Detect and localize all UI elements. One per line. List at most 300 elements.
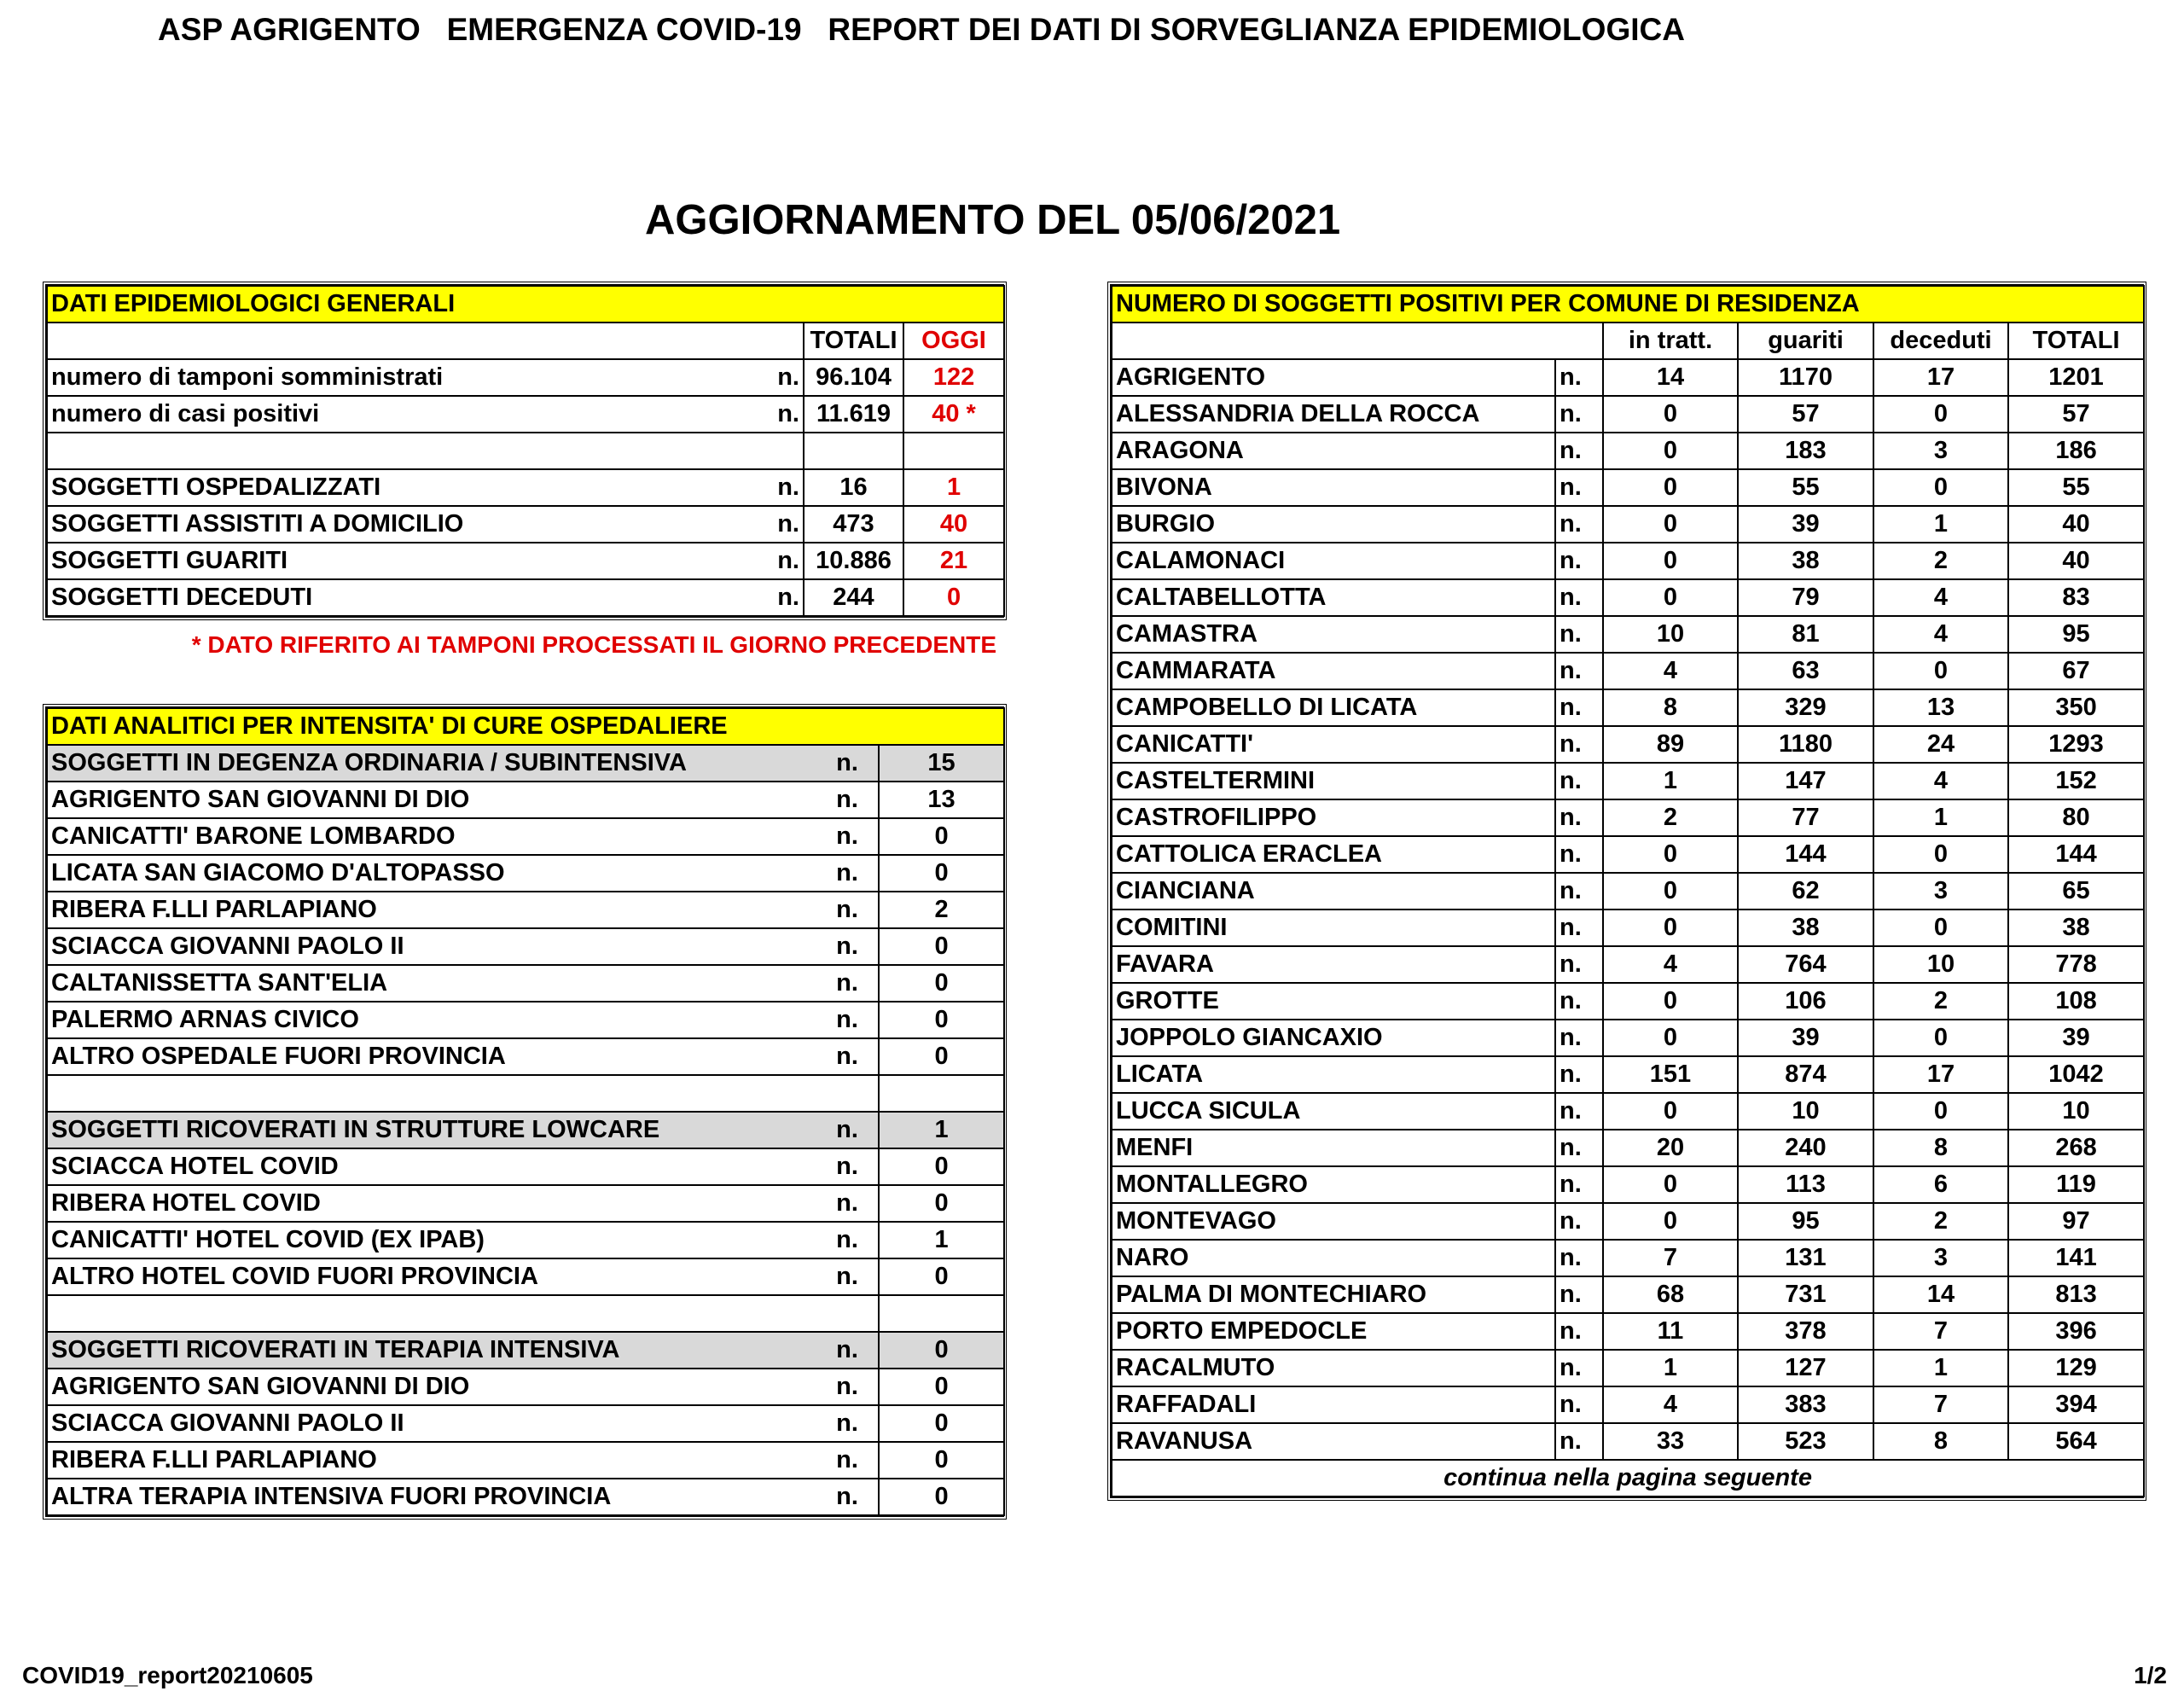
municipality-deceduti: 13 bbox=[1873, 689, 2008, 726]
municipality-deceduti: 0 bbox=[1873, 653, 2008, 689]
municipality-unit: n. bbox=[1555, 1313, 1603, 1350]
municipality-row bbox=[1112, 1093, 2144, 1130]
general-row-oggi: 0 bbox=[903, 579, 1004, 616]
hospital-row-value: 0 bbox=[879, 818, 1004, 855]
general-row-label: SOGGETTI OSPEDALIZZATI bbox=[47, 469, 752, 506]
col-deceduti: deceduti bbox=[1873, 323, 2008, 359]
municipality-in-trattamento: 10 bbox=[1603, 616, 1738, 653]
municipality-unit: n. bbox=[1555, 433, 1603, 469]
municipality-row bbox=[1112, 946, 2144, 983]
municipality-in-trattamento: 89 bbox=[1603, 726, 1738, 763]
hospital-row-unit bbox=[816, 1075, 879, 1112]
municipality-guariti: 10 bbox=[1738, 1093, 1873, 1130]
hospital-row-unit: n. bbox=[816, 1442, 879, 1479]
municipality-deceduti: 24 bbox=[1873, 726, 2008, 763]
municipality-row bbox=[1112, 689, 2144, 726]
municipality-guariti: 113 bbox=[1738, 1166, 1873, 1203]
municipality-name: AGRIGENTO bbox=[1112, 359, 1555, 396]
hospital-row-label: RIBERA F.LLI PARLAPIANO bbox=[47, 1442, 816, 1479]
hospital-row-unit: n. bbox=[816, 818, 879, 855]
municipality-in-trattamento: 8 bbox=[1603, 689, 1738, 726]
municipality-totali: 129 bbox=[2008, 1350, 2144, 1386]
general-row-unit: n. bbox=[752, 579, 804, 616]
general-row-unit: n. bbox=[752, 359, 804, 396]
municipality-row bbox=[1112, 1203, 2144, 1240]
general-row-totali: 16 bbox=[804, 469, 903, 506]
general-row bbox=[47, 579, 1004, 616]
municipality-totali: 95 bbox=[2008, 616, 2144, 653]
municipality-deceduti: 10 bbox=[1873, 946, 2008, 983]
municipality-unit: n. bbox=[1555, 1350, 1603, 1386]
municipality-unit: n. bbox=[1555, 873, 1603, 910]
municipality-totali: 38 bbox=[2008, 910, 2144, 946]
municipality-deceduti: 7 bbox=[1873, 1313, 2008, 1350]
municipality-unit: n. bbox=[1555, 1056, 1603, 1093]
municipality-in-trattamento: 7 bbox=[1603, 1240, 1738, 1276]
municipality-deceduti: 8 bbox=[1873, 1423, 2008, 1460]
municipality-guariti: 764 bbox=[1738, 946, 1873, 983]
municipality-in-trattamento: 1 bbox=[1603, 1350, 1738, 1386]
municipality-name: ARAGONA bbox=[1112, 433, 1555, 469]
municipality-name: CALAMONACI bbox=[1112, 543, 1555, 579]
municipality-name: COMITINI bbox=[1112, 910, 1555, 946]
hospital-care-table bbox=[43, 704, 1007, 1520]
hospital-row-label: CANICATTI' HOTEL COVID (EX IPAB) bbox=[47, 1222, 816, 1258]
general-row-label: SOGGETTI ASSISTITI A DOMICILIO bbox=[47, 506, 752, 543]
municipality-totali: 57 bbox=[2008, 396, 2144, 433]
municipality-guariti: 183 bbox=[1738, 433, 1873, 469]
hospital-row-value bbox=[879, 1075, 1004, 1112]
hospital-row-label: SCIACCA GIOVANNI PAOLO II bbox=[47, 928, 816, 965]
municipality-totali: 396 bbox=[2008, 1313, 2144, 1350]
municipality-unit: n. bbox=[1555, 1020, 1603, 1056]
municipality-guariti: 329 bbox=[1738, 689, 1873, 726]
municipality-row bbox=[1112, 579, 2144, 616]
hospital-row-value: 0 bbox=[879, 1479, 1004, 1515]
municipality-in-trattamento: 0 bbox=[1603, 836, 1738, 873]
municipality-guariti: 131 bbox=[1738, 1240, 1873, 1276]
municipality-deceduti: 0 bbox=[1873, 910, 2008, 946]
municipality-name: LICATA bbox=[1112, 1056, 1555, 1093]
municipality-totali: 55 bbox=[2008, 469, 2144, 506]
hospital-row-unit: n. bbox=[816, 1332, 879, 1369]
municipality-in-trattamento: 0 bbox=[1603, 983, 1738, 1020]
general-row-oggi bbox=[903, 433, 1004, 469]
municipality-deceduti: 4 bbox=[1873, 763, 2008, 799]
municipality-row bbox=[1112, 1350, 2144, 1386]
municipality-name: NARO bbox=[1112, 1240, 1555, 1276]
general-row bbox=[47, 543, 1004, 579]
hospital-row-label: SOGGETTI RICOVERATI IN TERAPIA INTENSIVA bbox=[47, 1332, 816, 1369]
hospital-row bbox=[47, 1002, 1004, 1038]
municipality-totali: 80 bbox=[2008, 799, 2144, 836]
municipality-guariti: 38 bbox=[1738, 543, 1873, 579]
municipality-row bbox=[1112, 836, 2144, 873]
hospital-row-value: 2 bbox=[879, 892, 1004, 928]
municipality-in-trattamento: 4 bbox=[1603, 1386, 1738, 1423]
municipality-name: RAVANUSA bbox=[1112, 1423, 1555, 1460]
municipality-in-trattamento: 4 bbox=[1603, 946, 1738, 983]
municipality-row bbox=[1112, 983, 2144, 1020]
municipality-guariti: 39 bbox=[1738, 506, 1873, 543]
municipality-in-trattamento: 0 bbox=[1603, 579, 1738, 616]
municipality-unit: n. bbox=[1555, 1130, 1603, 1166]
municipality-unit: n. bbox=[1555, 1240, 1603, 1276]
general-row-oggi: 1 bbox=[903, 469, 1004, 506]
municipality-in-trattamento: 11 bbox=[1603, 1313, 1738, 1350]
hospital-row-label: AGRIGENTO SAN GIOVANNI DI DIO bbox=[47, 1369, 816, 1405]
hospital-row-value: 0 bbox=[879, 1038, 1004, 1075]
general-row-unit: n. bbox=[752, 396, 804, 433]
municipality-in-trattamento: 151 bbox=[1603, 1056, 1738, 1093]
municipality-guariti: 147 bbox=[1738, 763, 1873, 799]
municipality-in-trattamento: 20 bbox=[1603, 1130, 1738, 1166]
general-row-totali bbox=[804, 433, 903, 469]
municipality-name: CIANCIANA bbox=[1112, 873, 1555, 910]
municipality-row bbox=[1112, 1386, 2144, 1423]
hospital-row-unit: n. bbox=[816, 1112, 879, 1148]
general-row-oggi: 40 bbox=[903, 506, 1004, 543]
municipality-header-blank bbox=[1112, 323, 1603, 359]
municipality-unit: n. bbox=[1555, 836, 1603, 873]
municipality-name: ALESSANDRIA DELLA ROCCA bbox=[1112, 396, 1555, 433]
general-row-oggi: 40 * bbox=[903, 396, 1004, 433]
col-guariti: guariti bbox=[1738, 323, 1873, 359]
municipality-name: CASTELTERMINI bbox=[1112, 763, 1555, 799]
municipality-unit: n. bbox=[1555, 396, 1603, 433]
hospital-row bbox=[47, 1222, 1004, 1258]
report-title: ASP AGRIGENTO EMERGENZA COVID-19 REPORT DEI DATI DI SORVEGLIANZA EPIDEMIOLOGICA bbox=[158, 12, 1685, 47]
municipality-unit: n. bbox=[1555, 543, 1603, 579]
municipality-totali: 97 bbox=[2008, 1203, 2144, 1240]
hospital-row-value: 0 bbox=[879, 1442, 1004, 1479]
municipality-guariti: 77 bbox=[1738, 799, 1873, 836]
municipality-guariti: 874 bbox=[1738, 1056, 1873, 1093]
municipality-deceduti: 8 bbox=[1873, 1130, 2008, 1166]
general-row-label bbox=[47, 433, 752, 469]
municipality-in-trattamento: 14 bbox=[1603, 359, 1738, 396]
municipality-deceduti: 7 bbox=[1873, 1386, 2008, 1423]
hospital-row-value: 0 bbox=[879, 1185, 1004, 1222]
hospital-row bbox=[47, 1405, 1004, 1442]
general-row-label: numero di casi positivi bbox=[47, 396, 752, 433]
municipality-name: JOPPOLO GIANCAXIO bbox=[1112, 1020, 1555, 1056]
municipality-totali: 268 bbox=[2008, 1130, 2144, 1166]
hospital-row-unit: n. bbox=[816, 782, 879, 818]
continua-note: continua nella pagina seguente bbox=[1112, 1460, 2144, 1496]
municipality-name: PALMA DI MONTECHIARO bbox=[1112, 1276, 1555, 1313]
hospital-row bbox=[47, 855, 1004, 892]
municipality-table bbox=[1107, 282, 2146, 1501]
general-data-table bbox=[43, 282, 1007, 620]
municipality-in-trattamento: 0 bbox=[1603, 433, 1738, 469]
municipality-totali: 186 bbox=[2008, 433, 2144, 469]
general-row-totali: 11.619 bbox=[804, 396, 903, 433]
hospital-row-label: LICATA SAN GIACOMO D'ALTOPASSO bbox=[47, 855, 816, 892]
municipality-in-trattamento: 0 bbox=[1603, 469, 1738, 506]
hospital-row bbox=[47, 1075, 1004, 1112]
hospital-row-label bbox=[47, 1075, 816, 1112]
municipality-deceduti: 2 bbox=[1873, 543, 2008, 579]
hospital-row bbox=[47, 1479, 1004, 1515]
municipality-totali: 1042 bbox=[2008, 1056, 2144, 1093]
municipality-row bbox=[1112, 396, 2144, 433]
hospital-row bbox=[47, 1369, 1004, 1405]
general-row-unit: n. bbox=[752, 543, 804, 579]
municipality-name: CAMMARATA bbox=[1112, 653, 1555, 689]
hospital-row-label: ALTRA TERAPIA INTENSIVA FUORI PROVINCIA bbox=[47, 1479, 816, 1515]
general-row-unit: n. bbox=[752, 506, 804, 543]
municipality-totali: 564 bbox=[2008, 1423, 2144, 1460]
municipality-unit: n. bbox=[1555, 653, 1603, 689]
hospital-section-row bbox=[47, 1112, 1004, 1148]
municipality-totali: 39 bbox=[2008, 1020, 2144, 1056]
municipality-guariti: 1180 bbox=[1738, 726, 1873, 763]
hospital-row-value: 0 bbox=[879, 1148, 1004, 1185]
general-row-label: SOGGETTI DECEDUTI bbox=[47, 579, 752, 616]
municipality-in-trattamento: 0 bbox=[1603, 1166, 1738, 1203]
municipality-deceduti: 4 bbox=[1873, 579, 2008, 616]
hospital-row-unit: n. bbox=[816, 892, 879, 928]
municipality-row bbox=[1112, 433, 2144, 469]
municipality-guariti: 523 bbox=[1738, 1423, 1873, 1460]
hospital-row-label: RIBERA HOTEL COVID bbox=[47, 1185, 816, 1222]
hospital-row-label: SCIACCA GIOVANNI PAOLO II bbox=[47, 1405, 816, 1442]
hospital-row bbox=[47, 1295, 1004, 1332]
municipality-row bbox=[1112, 616, 2144, 653]
general-table-title: DATI EPIDEMIOLOGICI GENERALI bbox=[47, 286, 1004, 323]
municipality-in-trattamento: 0 bbox=[1603, 543, 1738, 579]
municipality-totali: 65 bbox=[2008, 873, 2144, 910]
municipality-unit: n. bbox=[1555, 763, 1603, 799]
municipality-name: CATTOLICA ERACLEA bbox=[1112, 836, 1555, 873]
hospital-row-value: 0 bbox=[879, 1002, 1004, 1038]
continua-row bbox=[1112, 1460, 2144, 1496]
municipality-in-trattamento: 0 bbox=[1603, 873, 1738, 910]
municipality-row bbox=[1112, 543, 2144, 579]
hospital-row-unit bbox=[816, 1295, 879, 1332]
municipality-totali: 394 bbox=[2008, 1386, 2144, 1423]
municipality-guariti: 144 bbox=[1738, 836, 1873, 873]
municipality-unit: n. bbox=[1555, 946, 1603, 983]
general-row bbox=[47, 359, 1004, 396]
municipality-name: LUCCA SICULA bbox=[1112, 1093, 1555, 1130]
general-row-totali: 10.886 bbox=[804, 543, 903, 579]
municipality-name: PORTO EMPEDOCLE bbox=[1112, 1313, 1555, 1350]
municipality-row bbox=[1112, 910, 2144, 946]
municipality-deceduti: 17 bbox=[1873, 1056, 2008, 1093]
municipality-unit: n. bbox=[1555, 1093, 1603, 1130]
general-col-oggi: OGGI bbox=[903, 323, 1004, 359]
municipality-table-title: NUMERO DI SOGGETTI POSITIVI PER COMUNE DI RESIDENZA bbox=[1112, 286, 2144, 323]
hospital-section-row bbox=[47, 1332, 1004, 1369]
municipality-deceduti: 1 bbox=[1873, 799, 2008, 836]
municipality-in-trattamento: 0 bbox=[1603, 910, 1738, 946]
hospital-row-unit: n. bbox=[816, 1002, 879, 1038]
municipality-unit: n. bbox=[1555, 1276, 1603, 1313]
municipality-guariti: 81 bbox=[1738, 616, 1873, 653]
hospital-row bbox=[47, 818, 1004, 855]
municipality-guariti: 106 bbox=[1738, 983, 1873, 1020]
municipality-unit: n. bbox=[1555, 726, 1603, 763]
municipality-row bbox=[1112, 506, 2144, 543]
general-col-totali: TOTALI bbox=[804, 323, 903, 359]
hospital-row-value: 0 bbox=[879, 965, 1004, 1002]
municipality-guariti: 1170 bbox=[1738, 359, 1873, 396]
general-row bbox=[47, 433, 1004, 469]
municipality-unit: n. bbox=[1555, 1203, 1603, 1240]
hospital-row-value bbox=[879, 1295, 1004, 1332]
municipality-totali: 813 bbox=[2008, 1276, 2144, 1313]
municipality-row bbox=[1112, 1240, 2144, 1276]
municipality-name: MENFI bbox=[1112, 1130, 1555, 1166]
municipality-unit: n. bbox=[1555, 910, 1603, 946]
hospital-row-unit: n. bbox=[816, 1222, 879, 1258]
municipality-totali: 144 bbox=[2008, 836, 2144, 873]
hospital-row bbox=[47, 1185, 1004, 1222]
municipality-row bbox=[1112, 726, 2144, 763]
municipality-row bbox=[1112, 359, 2144, 396]
municipality-deceduti: 17 bbox=[1873, 359, 2008, 396]
general-row-unit: n. bbox=[752, 469, 804, 506]
municipality-deceduti: 0 bbox=[1873, 396, 2008, 433]
municipality-row bbox=[1112, 1166, 2144, 1203]
municipality-deceduti: 3 bbox=[1873, 873, 2008, 910]
municipality-guariti: 55 bbox=[1738, 469, 1873, 506]
municipality-name: CALTABELLOTTA bbox=[1112, 579, 1555, 616]
hospital-row-value: 0 bbox=[879, 1405, 1004, 1442]
municipality-in-trattamento: 2 bbox=[1603, 799, 1738, 836]
hospital-row-value: 0 bbox=[879, 1369, 1004, 1405]
municipality-name: CANICATTI' bbox=[1112, 726, 1555, 763]
hospital-row bbox=[47, 928, 1004, 965]
municipality-deceduti: 14 bbox=[1873, 1276, 2008, 1313]
footnote: * DATO RIFERITO AI TAMPONI PROCESSATI IL GIORNO PRECEDENTE bbox=[191, 631, 996, 658]
municipality-totali: 152 bbox=[2008, 763, 2144, 799]
hospital-row-unit: n. bbox=[816, 1405, 879, 1442]
municipality-row bbox=[1112, 469, 2144, 506]
municipality-guariti: 39 bbox=[1738, 1020, 1873, 1056]
municipality-totali: 778 bbox=[2008, 946, 2144, 983]
hospital-row-value: 1 bbox=[879, 1222, 1004, 1258]
municipality-unit: n. bbox=[1555, 579, 1603, 616]
hospital-row bbox=[47, 965, 1004, 1002]
page-number: 1/2 bbox=[2134, 1662, 2167, 1688]
municipality-deceduti: 3 bbox=[1873, 1240, 2008, 1276]
municipality-deceduti: 0 bbox=[1873, 469, 2008, 506]
municipality-name: CAMASTRA bbox=[1112, 616, 1555, 653]
general-row bbox=[47, 506, 1004, 543]
municipality-deceduti: 0 bbox=[1873, 836, 2008, 873]
hospital-table-title: DATI ANALITICI PER INTENSITA' DI CURE OSPEDALIERE bbox=[47, 708, 1004, 745]
municipality-in-trattamento: 4 bbox=[1603, 653, 1738, 689]
hospital-row-value: 0 bbox=[879, 1258, 1004, 1295]
municipality-unit: n. bbox=[1555, 616, 1603, 653]
update-date-title: AGGIORNAMENTO DEL 05/06/2021 bbox=[645, 197, 1341, 243]
hospital-row-unit: n. bbox=[816, 1185, 879, 1222]
municipality-totali: 119 bbox=[2008, 1166, 2144, 1203]
hospital-row-unit: n. bbox=[816, 1479, 879, 1515]
municipality-name: RACALMUTO bbox=[1112, 1350, 1555, 1386]
municipality-row bbox=[1112, 653, 2144, 689]
hospital-row bbox=[47, 892, 1004, 928]
municipality-totali: 67 bbox=[2008, 653, 2144, 689]
municipality-name: CAMPOBELLO DI LICATA bbox=[1112, 689, 1555, 726]
municipality-totali: 40 bbox=[2008, 506, 2144, 543]
municipality-totali: 1201 bbox=[2008, 359, 2144, 396]
municipality-row bbox=[1112, 873, 2144, 910]
municipality-totali: 108 bbox=[2008, 983, 2144, 1020]
col-totali: TOTALI bbox=[2008, 323, 2144, 359]
hospital-row-value: 1 bbox=[879, 1112, 1004, 1148]
municipality-unit: n. bbox=[1555, 1423, 1603, 1460]
municipality-unit: n. bbox=[1555, 469, 1603, 506]
municipality-totali: 40 bbox=[2008, 543, 2144, 579]
municipality-guariti: 79 bbox=[1738, 579, 1873, 616]
municipality-deceduti: 2 bbox=[1873, 983, 2008, 1020]
municipality-guariti: 95 bbox=[1738, 1203, 1873, 1240]
municipality-guariti: 62 bbox=[1738, 873, 1873, 910]
municipality-deceduti: 0 bbox=[1873, 1020, 2008, 1056]
municipality-deceduti: 0 bbox=[1873, 1093, 2008, 1130]
hospital-row-unit: n. bbox=[816, 965, 879, 1002]
municipality-deceduti: 6 bbox=[1873, 1166, 2008, 1203]
municipality-row bbox=[1112, 1056, 2144, 1093]
hospital-row bbox=[47, 1038, 1004, 1075]
municipality-in-trattamento: 0 bbox=[1603, 1203, 1738, 1240]
col-in-trattamento: in tratt. bbox=[1603, 323, 1738, 359]
municipality-totali: 10 bbox=[2008, 1093, 2144, 1130]
municipality-unit: n. bbox=[1555, 506, 1603, 543]
hospital-row-unit: n. bbox=[816, 1038, 879, 1075]
municipality-totali: 141 bbox=[2008, 1240, 2144, 1276]
municipality-in-trattamento: 0 bbox=[1603, 506, 1738, 543]
municipality-row bbox=[1112, 1020, 2144, 1056]
municipality-guariti: 63 bbox=[1738, 653, 1873, 689]
municipality-totali: 1293 bbox=[2008, 726, 2144, 763]
hospital-row-value: 15 bbox=[879, 745, 1004, 782]
municipality-row bbox=[1112, 1313, 2144, 1350]
hospital-row bbox=[47, 1442, 1004, 1479]
hospital-row-unit: n. bbox=[816, 1148, 879, 1185]
municipality-row bbox=[1112, 1130, 2144, 1166]
municipality-in-trattamento: 0 bbox=[1603, 1093, 1738, 1130]
general-row-totali: 244 bbox=[804, 579, 903, 616]
hospital-row-unit: n. bbox=[816, 745, 879, 782]
municipality-unit: n. bbox=[1555, 1386, 1603, 1423]
municipality-deceduti: 1 bbox=[1873, 1350, 2008, 1386]
municipality-unit: n. bbox=[1555, 359, 1603, 396]
municipality-deceduti: 2 bbox=[1873, 1203, 2008, 1240]
municipality-name: BIVONA bbox=[1112, 469, 1555, 506]
hospital-row-unit: n. bbox=[816, 1369, 879, 1405]
general-row-label: numero di tamponi somministrati bbox=[47, 359, 752, 396]
hospital-row-label: SCIACCA HOTEL COVID bbox=[47, 1148, 816, 1185]
municipality-deceduti: 1 bbox=[1873, 506, 2008, 543]
municipality-guariti: 57 bbox=[1738, 396, 1873, 433]
municipality-name: MONTALLEGRO bbox=[1112, 1166, 1555, 1203]
municipality-unit: n. bbox=[1555, 983, 1603, 1020]
hospital-row-value: 0 bbox=[879, 855, 1004, 892]
hospital-row bbox=[47, 1148, 1004, 1185]
general-row-totali: 96.104 bbox=[804, 359, 903, 396]
hospital-row bbox=[47, 1258, 1004, 1295]
hospital-row-value: 0 bbox=[879, 1332, 1004, 1369]
municipality-name: BURGIO bbox=[1112, 506, 1555, 543]
hospital-row-label: ALTRO OSPEDALE FUORI PROVINCIA bbox=[47, 1038, 816, 1075]
municipality-in-trattamento: 0 bbox=[1603, 396, 1738, 433]
municipality-in-trattamento: 33 bbox=[1603, 1423, 1738, 1460]
